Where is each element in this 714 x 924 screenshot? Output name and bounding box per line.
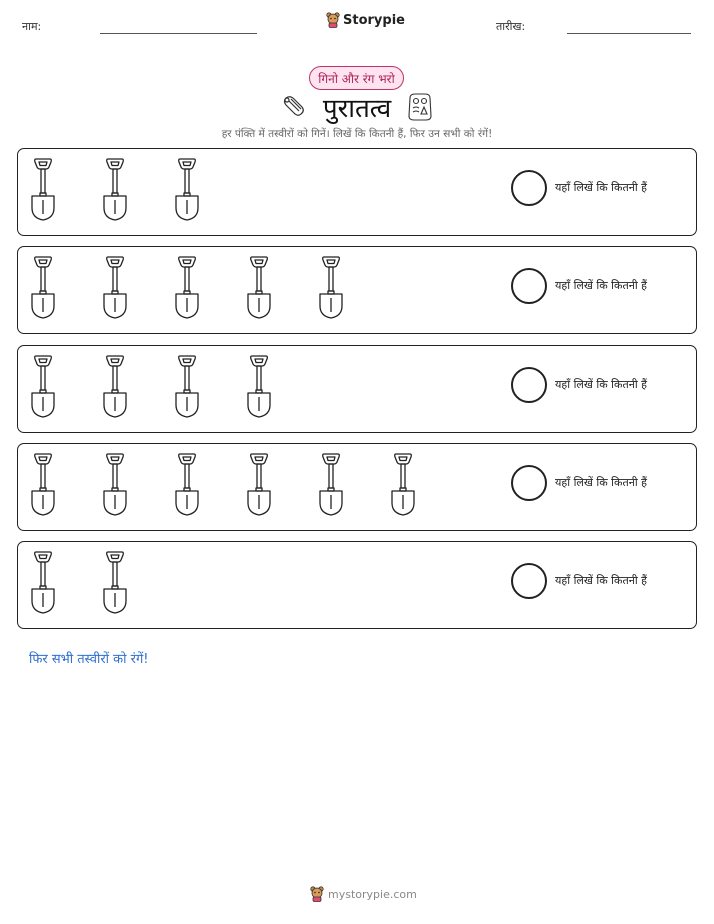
counting-row	[17, 443, 697, 531]
date-label: तारीख:	[496, 20, 526, 33]
answer-circle[interactable]	[511, 367, 547, 403]
stone-tablet-icon	[406, 92, 434, 122]
answer-label: यहाँ लिखें कि कितनी हैं	[555, 181, 648, 194]
name-field-line[interactable]	[100, 33, 257, 34]
shovel-icon[interactable]	[101, 549, 129, 619]
storypie-logo	[326, 12, 405, 28]
counting-row	[17, 541, 697, 629]
counting-row	[17, 345, 697, 433]
shovel-icon[interactable]	[173, 254, 201, 324]
shovel-icon[interactable]	[173, 156, 201, 226]
answer-label: यहाँ लिखें कि कितनी हैं	[555, 378, 648, 391]
answer-label: यहाँ लिखें कि कितनी हैं	[555, 279, 648, 292]
counting-row	[17, 246, 697, 334]
answer-circle[interactable]	[511, 268, 547, 304]
shovel-icon[interactable]	[389, 451, 417, 521]
page-title: पुरातत्व	[322, 94, 392, 124]
instructions-text: हर पंक्ति में तस्वीरों को गिनें। लिखें कि कितनी हैं, फिर उन सभी को रंगें!	[221, 128, 493, 140]
counting-row	[17, 148, 697, 236]
site-url: mystorypie.com	[328, 887, 417, 901]
shovel-icon[interactable]	[101, 451, 129, 521]
bear-mascot-icon	[326, 12, 340, 28]
answer-circle[interactable]	[511, 170, 547, 206]
answer-label: यहाँ लिखें कि कितनी हैं	[555, 574, 648, 587]
name-label: नाम:	[22, 20, 42, 33]
footer-instruction: फिर सभी तस्वीरों को रंगें!	[29, 652, 149, 667]
bear-mascot-icon	[310, 886, 324, 902]
shovel-icon[interactable]	[101, 156, 129, 226]
shovel-icon[interactable]	[29, 549, 57, 619]
shovel-icon[interactable]	[29, 353, 57, 423]
activity-badge: गिनो और रंग भरो	[309, 66, 404, 90]
shovel-icon[interactable]	[245, 353, 273, 423]
shovel-icon[interactable]	[29, 451, 57, 521]
shovel-icon[interactable]	[245, 254, 273, 324]
brand-name: Storypie	[343, 12, 405, 28]
date-field-line[interactable]	[567, 33, 691, 34]
shovel-icon[interactable]	[29, 156, 57, 226]
answer-circle[interactable]	[511, 465, 547, 501]
shovel-icon[interactable]	[317, 451, 345, 521]
shovel-icon[interactable]	[317, 254, 345, 324]
answer-label: यहाँ लिखें कि कितनी हैं	[555, 476, 648, 489]
shovel-icon[interactable]	[29, 254, 57, 324]
shovel-icon[interactable]	[173, 353, 201, 423]
shovel-icon[interactable]	[245, 451, 273, 521]
site-footer	[310, 886, 417, 902]
shovel-icon[interactable]	[101, 353, 129, 423]
shovel-icon[interactable]	[101, 254, 129, 324]
shovel-icon[interactable]	[173, 451, 201, 521]
answer-circle[interactable]	[511, 563, 547, 599]
